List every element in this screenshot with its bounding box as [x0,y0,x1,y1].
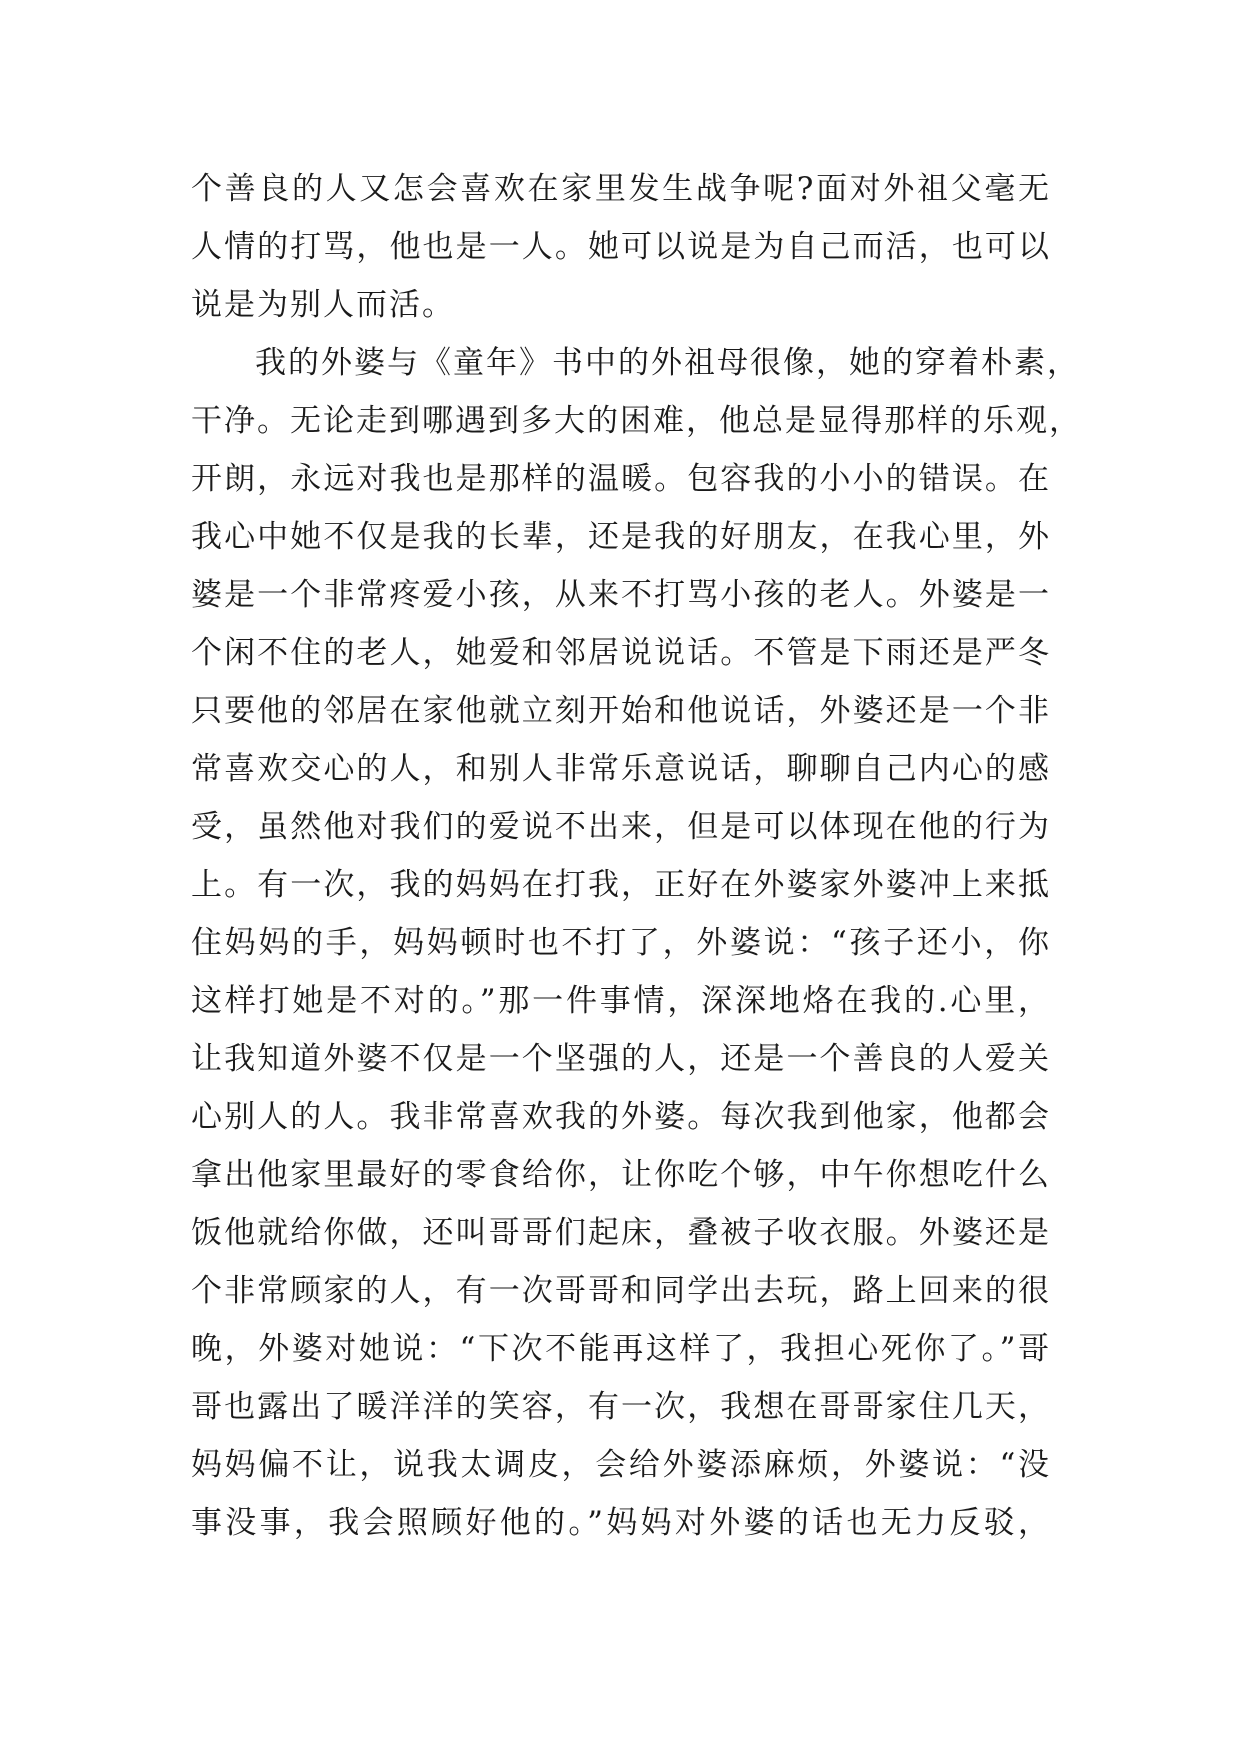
text-line: 上。有一次，我的妈妈在打我，正好在外婆家外婆冲上来抵 [191,867,1051,903]
text-line: 事没事，我会照顾好他的。”妈妈对外婆的话也无力反驳， [191,1505,1051,1541]
paragraph-first-line: 我的外婆与《童年》书中的外祖母很像，她的穿着朴素， [255,345,1080,381]
text-line: 个闲不住的老人，她爱和邻居说说话。不管是下雨还是严冬 [191,635,1051,671]
text-line: 开朗，永远对我也是那样的温暖。包容我的小小的错误。在 [191,461,1051,497]
text-line: 常喜欢交心的人，和别人非常乐意说话，聊聊自己内心的感 [191,751,1051,787]
text-line: 干净。无论走到哪遇到多大的困难，他总是显得那样的乐观， [191,403,1082,439]
text-line: 住妈妈的手，妈妈顿时也不打了，外婆说：“孩子还小，你 [191,925,1051,961]
text-line: 受，虽然他对我们的爱说不出来，但是可以体现在他的行为 [191,809,1051,845]
text-line: 这样打她是不对的。”那一件事情，深深地烙在我的.心里， [191,983,1051,1019]
text-line: 个非常顾家的人，有一次哥哥和同学出去玩，路上回来的很 [191,1273,1051,1309]
text-line: 只要他的邻居在家他就立刻开始和他说话，外婆还是一个非 [191,693,1051,729]
text-line: 说是为别人而活。 [191,287,455,323]
text-line: 人情的打骂，他也是一人。她可以说是为自己而活，也可以 [191,229,1051,265]
text-line: 让我知道外婆不仅是一个坚强的人，还是一个善良的人爱关 [191,1041,1051,1077]
text-line: 我心中她不仅是我的长辈，还是我的好朋友，在我心里，外 [191,519,1051,555]
body-text [191,160,1082,1552]
text-line: 个善良的人又怎会喜欢在家里发生战争呢?面对外祖父毫无 [191,171,1051,207]
text-line: 婆是一个非常疼爱小孩，从来不打骂小孩的老人。外婆是一 [191,577,1051,613]
text-line: 哥也露出了暖洋洋的笑容，有一次，我想在哥哥家住几天， [191,1389,1051,1425]
text-line: 晚，外婆对她说：“下次不能再这样了，我担心死你了。”哥 [191,1331,1051,1367]
text-line: 饭他就给你做，还叫哥哥们起床，叠被子收衣服。外婆还是 [191,1215,1051,1251]
text-line: 拿出他家里最好的零食给你，让你吃个够，中午你想吃什么 [191,1157,1051,1193]
text-line: 心别人的人。我非常喜欢我的外婆。每次我到他家，他都会 [191,1099,1051,1135]
text-line: 妈妈偏不让，说我太调皮，会给外婆添麻烦，外婆说：“没 [191,1447,1051,1483]
